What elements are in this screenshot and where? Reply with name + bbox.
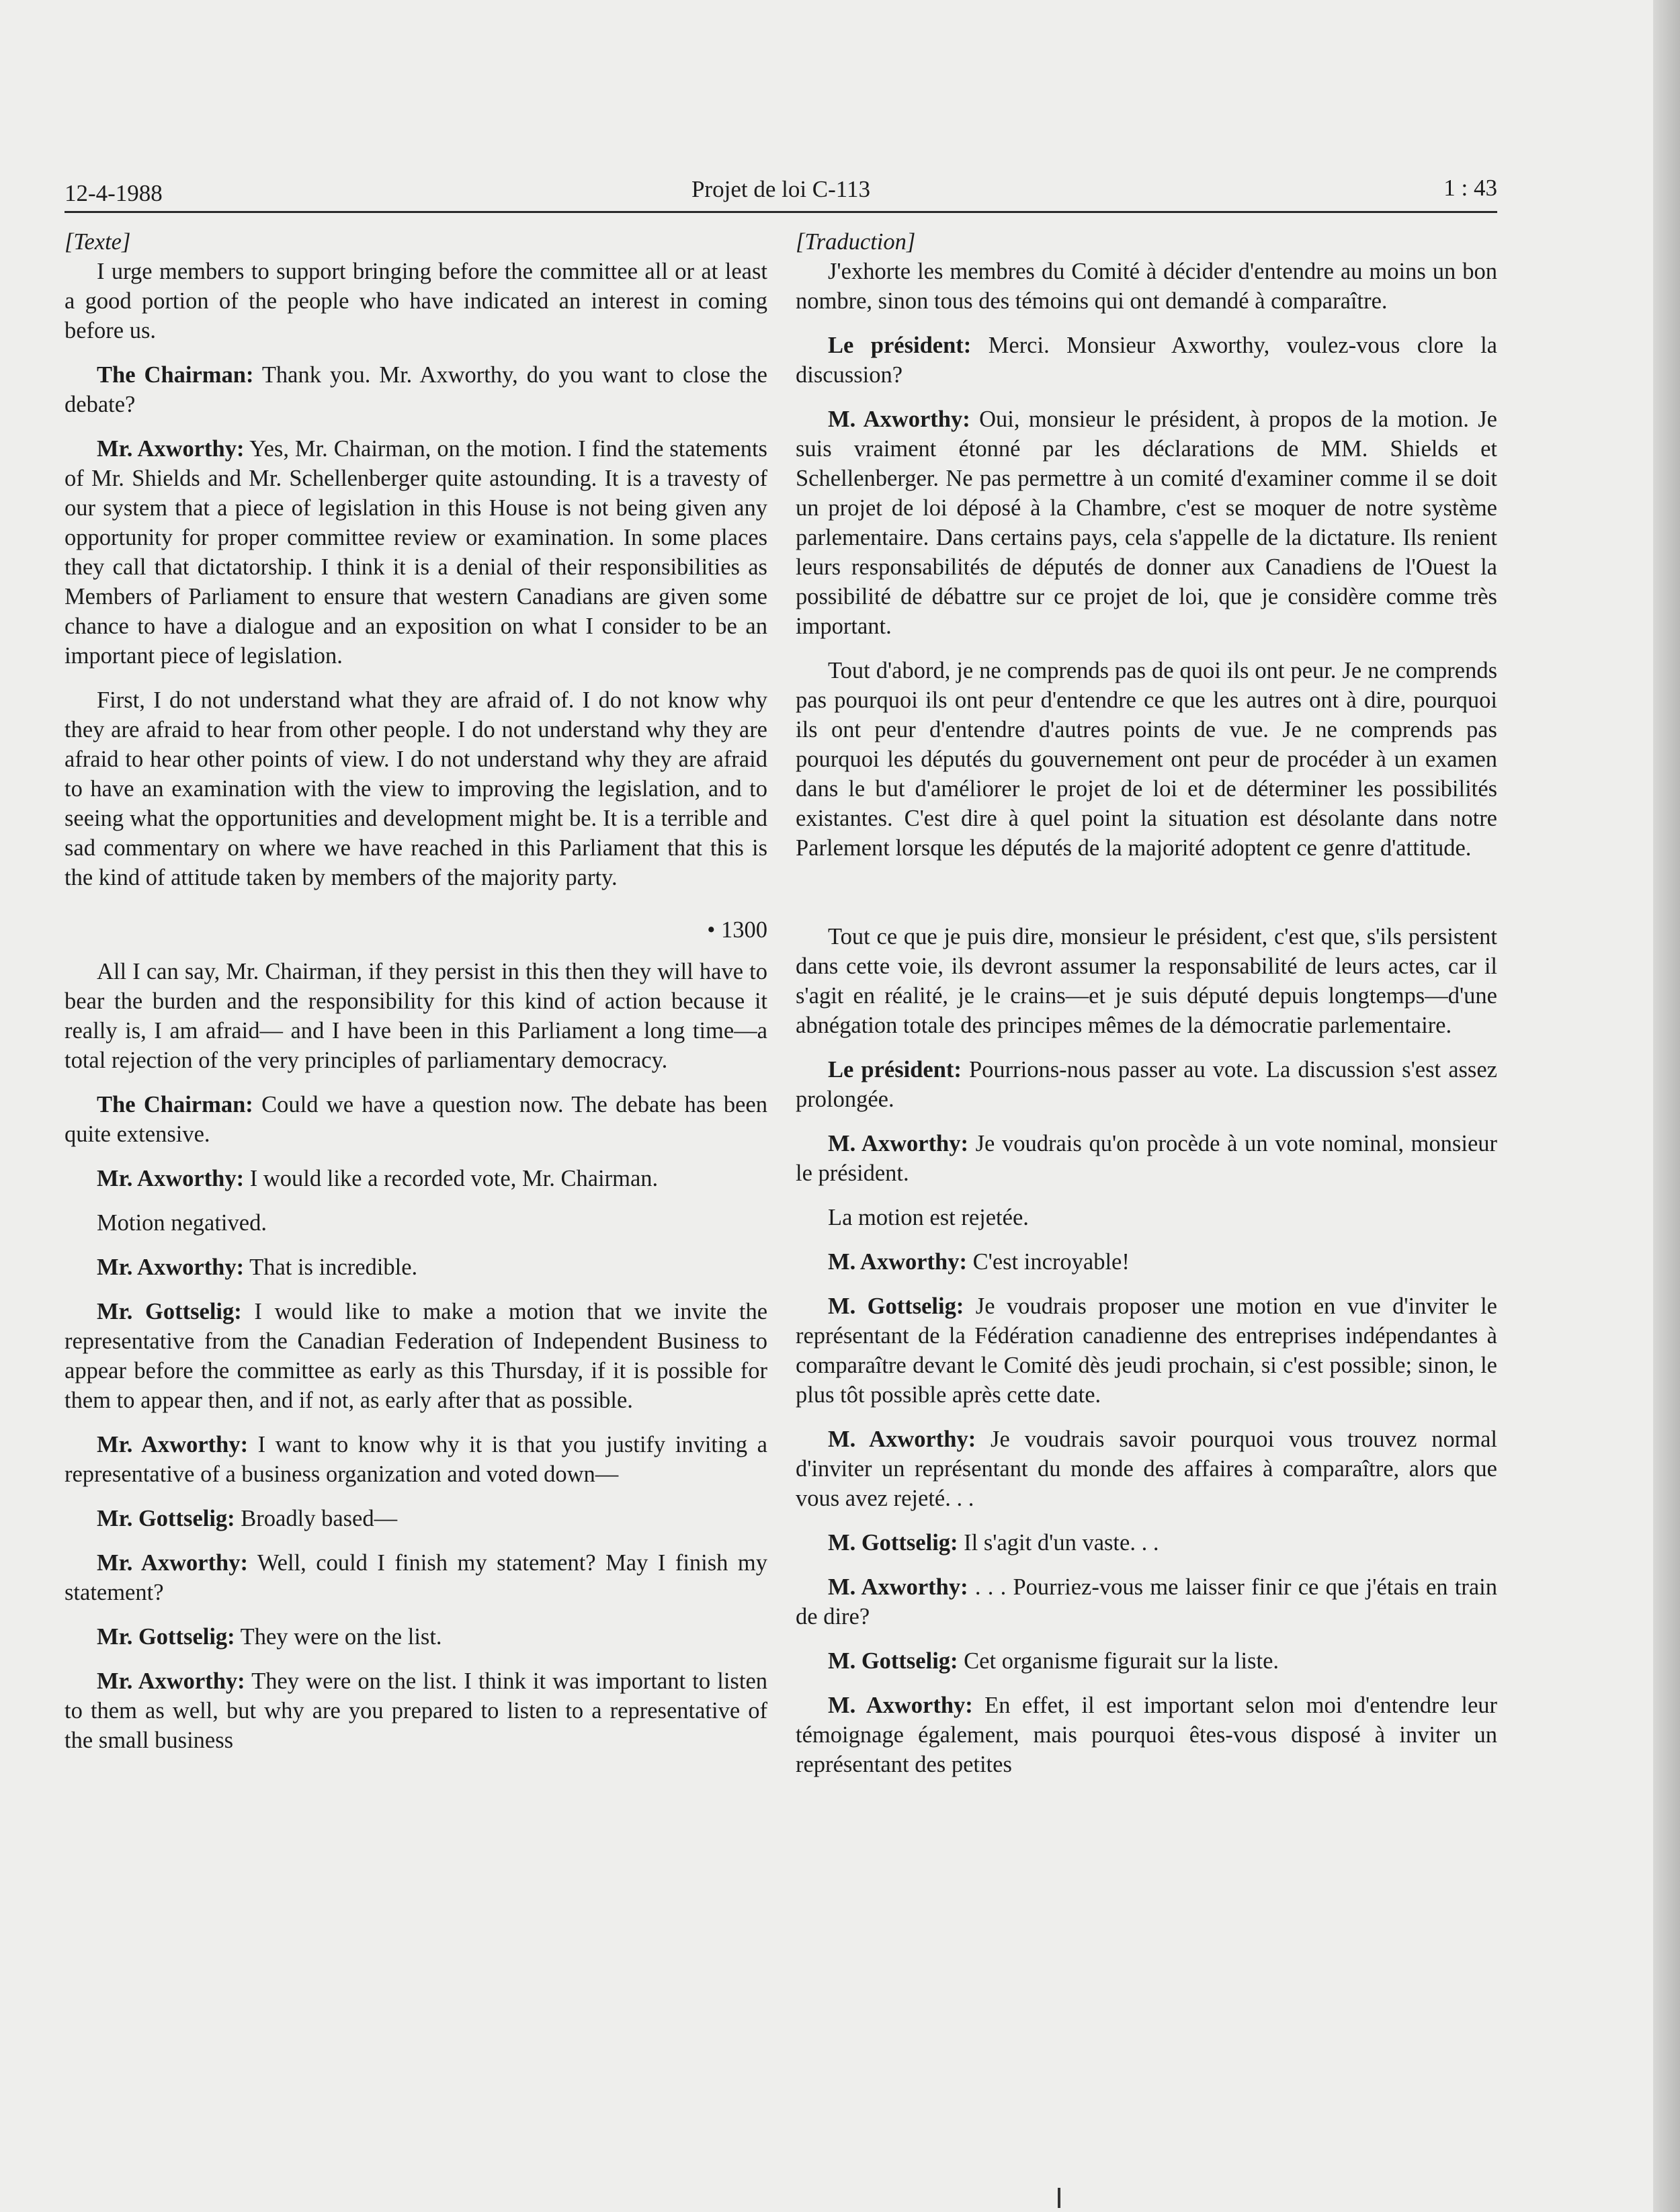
header-page-number: 1 : 43: [1443, 175, 1497, 201]
speaker-name: Mr. Axworthy:: [97, 1254, 245, 1280]
speaker-name: M. Gottselig:: [828, 1530, 958, 1556]
paragraph: Mr. Axworthy: Yes, Mr. Chairman, on the motion. I find the statements of Mr. Shields and Mr. Schellenberger quite astounding. It is a travesty of our system that a piece of legislation in this House is not being given any opportunity for proper committee review or examination. In some places they call that dictatorship. I think it is a denial of their responsibilities as Members of Parliament to ensure that western Canadians are given some chance to have a dialogue and an exposition on what I consider to be an important piece of legislation.: [65, 436, 767, 669]
language-tag: [Texte]: [65, 229, 131, 255]
speaker-name: M. Gottselig:: [828, 1648, 958, 1674]
speaker-name: M. Axworthy:: [828, 407, 970, 432]
paragraph: Mr. Axworthy: That is incredible.: [97, 1254, 418, 1280]
speaker-name: M. Axworthy:: [828, 1427, 976, 1452]
paragraph: Tout d'abord, je ne comprends pas de quoi ils ont peur. Je ne comprends pas pourquoi ils ont peur d'entendre ce que les autres ont à dire, pourquoi ils ont peur d'entendre d'autres points de vue. Je ne comprends pas pourquoi les députés du gouvernement ont peur de procéder à un examen dans le but d'améliorer le projet de loi et de déterminer les possibilités existantes. C'est dire à quel point la situation est désolante dans notre Parlement lorsque les députés de la majorité adoptent ce genre d'attitude.: [796, 658, 1497, 861]
paragraph: J'exhorte les membres du Comité à décider d'entendre au moins un bon nombre, sinon tous des témoins qui ont demandé à comparaître.: [796, 259, 1497, 314]
speaker-name: Mr. Axworthy:: [97, 1166, 245, 1191]
paragraph: Mr. Axworthy: I would like a recorded vote, Mr. Chairman.: [97, 1166, 659, 1191]
paragraph: The Chairman: Could we have a question now. The debate has been quite extensive.: [65, 1092, 767, 1147]
paragraph: La motion est rejetée.: [828, 1205, 1029, 1230]
speaker-name: The Chairman:: [97, 1092, 253, 1117]
paragraph: Mr. Axworthy: Well, could I finish my statement? May I finish my statement?: [65, 1550, 767, 1605]
speaker-name: Mr. Axworthy:: [97, 1550, 248, 1576]
paragraph: Mr. Gottselig: I would like to make a motion that we invite the representative from the Canadian Federation of Independent Business to appear before the committee as early as this Thursday, if it is possible for them to appear then, and if not, as early after that as possible.: [65, 1299, 768, 1413]
paragraph: All I can say, Mr. Chairman, if they persist in this then they will have to bear the burden and the responsibility for this kind of action because it really is, I am afraid— and I have been in this Parliament a long time—a total rejection of the very principles of parliamentary democracy.: [65, 959, 767, 1073]
language-tag: [Traduction]: [796, 229, 916, 255]
paragraph: Mr. Axworthy: I want to know why it is that you justify inviting a representative of a business organization and voted down—: [65, 1432, 767, 1487]
time-marker: • 1300: [707, 917, 767, 943]
paragraph: Mr. Gottselig: Broadly based—: [97, 1506, 398, 1531]
paragraph: M. Axworthy: C'est incroyable!: [828, 1249, 1130, 1275]
page-edge-shadow: [1653, 0, 1680, 2212]
speaker-name: Mr. Gottselig:: [97, 1624, 235, 1650]
header-date: 12-4-1988: [65, 180, 163, 206]
speaker-name: M. Gottselig:: [828, 1293, 964, 1319]
paragraph: I urge members to support bringing before the committee all or at least a good portion of the people who have indicated an interest in coming before us.: [65, 259, 767, 343]
header-title: Projet de loi C-113: [691, 176, 871, 202]
paragraph: Mr. Gottselig: They were on the list.: [97, 1624, 442, 1650]
speaker-name: Mr. Gottselig:: [97, 1299, 242, 1324]
speaker-name: Le président:: [828, 333, 972, 358]
paragraph: M. Axworthy: En effet, il est important selon moi d'entendre leur témoignage également, mais pourquoi êtes-vous disposé à inviter un représentant des petites: [796, 1693, 1498, 1777]
paragraph: Le président: Merci. Monsieur Axworthy, voulez-vous clore la discussion?: [796, 333, 1497, 388]
speaker-name: Mr. Gottselig:: [97, 1506, 235, 1531]
speaker-name: M. Axworthy:: [828, 1574, 968, 1600]
french-column: [796, 227, 1497, 1794]
paragraph: Motion negatived.: [97, 1210, 267, 1236]
paragraph: M. Axworthy: Je voudrais qu'on procède à un vote nominal, monsieur le président.: [796, 1131, 1497, 1186]
speaker-name: M. Axworthy:: [828, 1131, 968, 1156]
paragraph: The Chairman: Thank you. Mr. Axworthy, do you want to close the debate?: [65, 362, 767, 417]
paragraph: M. Gottselig: Cet organisme figurait sur la liste.: [828, 1648, 1279, 1674]
speaker-name: Mr. Axworthy:: [97, 1668, 245, 1694]
speaker-name: Le président:: [828, 1057, 962, 1082]
time-marker-gap: [796, 878, 1497, 922]
paragraph: Mr. Axworthy: They were on the list. I think it was important to listen to them as well, but why are you prepared to listen to a representative of the small business: [65, 1668, 768, 1753]
paragraph: M. Axworthy: Je voudrais savoir pourquoi vous trouvez normal d'inviter un représentant du monde des affaires à comparaître, alors que vous avez rejeté. . .: [796, 1427, 1497, 1511]
paragraph: M. Gottselig: Je voudrais proposer une motion en vue d'inviter le représentant de la Fédération canadienne des entreprises indépendantes à comparaître devant le Comité dès jeudi prochain, si c'est possible; sinon, le plus tôt possible après cette date.: [796, 1293, 1497, 1408]
english-column: [65, 227, 767, 1770]
paragraph: M. Axworthy: . . . Pourriez-vous me laisser finir ce que j'étais en train de dire?: [796, 1574, 1497, 1629]
paragraph: Tout ce que je puis dire, monsieur le président, c'est que, s'ils persistent dans cette voie, ils devront assumer la responsabilité de leurs actes, car il s'agit en réalité, je le crains—et je suis député depuis longtemps—d'une abnégation totale des principes mêmes de la démocratie parlementaire.: [796, 924, 1497, 1038]
speaker-name: M. Axworthy:: [828, 1693, 973, 1718]
paragraph: First, I do not understand what they are afraid of. I do not know why they are afraid to hear from other people. I do not understand why they are afraid to hear other points of view. I do not understand why they are afraid to have an examination with the view to improving the legislation, and to seeing what the opportunities and development might be. It is a terrible and sad commentary on where we have reached in this Parliament that this is the kind of attitude taken by members of the majority party.: [65, 687, 767, 890]
running-head: [65, 167, 1497, 213]
speaker-name: Mr. Axworthy:: [97, 1432, 249, 1457]
paragraph: M. Axworthy: Oui, monsieur le président, à propos de la motion. Je suis vraiment étonné par les déclarations de MM. Shields et Schellenberger. Ne pas permettre à un comité d'examiner comme il se doit un projet de loi déposé à la Chambre, c'est se moquer de notre système parlementaire. Dans certains pays, cela s'appelle de la dictature. Ils renient leurs responsabilités de députés de donner aux Canadiens de l'Ouest la possibilité de débattre sur ce projet de loi, que je considère comme très important.: [796, 407, 1497, 639]
bottom-scan-mark: [1058, 2188, 1060, 2208]
speaker-name: The Chairman:: [97, 362, 254, 388]
speaker-name: Mr. Axworthy:: [97, 436, 245, 462]
speaker-name: M. Axworthy:: [828, 1249, 967, 1275]
paragraph: M. Gottselig: Il s'agit d'un vaste. . .: [828, 1530, 1159, 1556]
paragraph: Le président: Pourrions-nous passer au vote. La discussion s'est assez prolongée.: [796, 1057, 1497, 1112]
